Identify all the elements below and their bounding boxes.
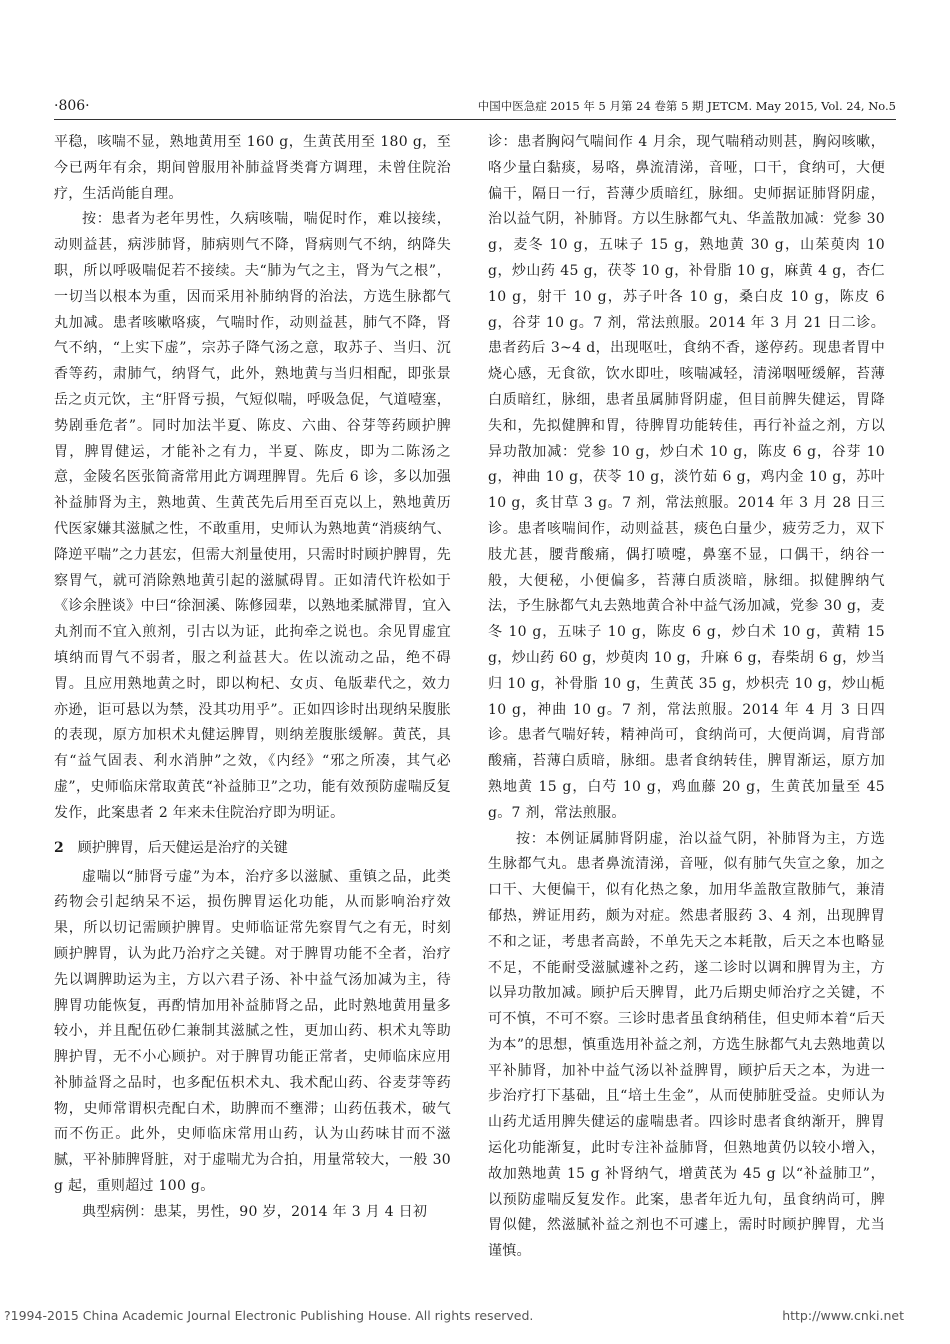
page-number: ·806· xyxy=(54,98,90,114)
cnki-link[interactable]: http://www.cnki.net xyxy=(782,1308,904,1323)
paragraph: 典型病例：患某，男性，90 岁，2014 年 3 月 4 日初 xyxy=(82,1203,428,1220)
header-rule xyxy=(54,119,896,120)
copyright-notice: ?1994-2015 China Academic Journal Electronic Publishing House. All rights reserved. xyxy=(4,1308,534,1323)
section-heading xyxy=(54,836,451,860)
paragraph: 虚喘以“肺肾亏虚”为本，治疗多以滋腻、重镇之品，此类药物会引起纳呆不运，损伤脾胃运化功能，从而影响治疗效果，所以切记需顾护脾胃。史师临证常先察胃气之有无，时刻顾护脾胃，认为此乃治疗之关键。对于脾胃功能不全者，治疗先以调脾助运为主，方以六君子汤、补中益气汤加减为主，待脾胃功能恢复，再酌情加用补益肺肾之品，此时熟地黄用量多较小，并且配伍砂仁兼制其滋腻之性，更加山药、枳术丸等助脾护胃，无不小心顾护。对于脾胃功能正常者，史师临床应用补肺益肾之品时，也多配伍枳术丸、我术配山药、谷麦芽等药物，史师常谓枳壳配白术，助脾而不壅滞；山药伍莪术，破气而不伤正。此外，史师临床常用山药，认为山药味甘而不滋腻，平补肺脾肾脏，对于虚喘尤为合拍，用量常较大，一般 30 g 起，重则超过 100 g。 xyxy=(54,868,451,1195)
journal-citation: 中国中医急症 2015 年 5 月第 24 卷第 5 期 JETCM. May 2015, Vol. 24, No.5 xyxy=(477,99,896,113)
left-column xyxy=(54,130,451,1226)
page-header xyxy=(54,98,896,118)
paragraph: 诊：患者胸闷气喘间作 4 月余，现气喘稍动则甚，胸闷咳嗽，咯少量白黏痰，易咯，鼻流清涕，音哑，口干，食纳可，大便偏干，隔日一行，苔薄少质暗红，脉细。史师据证肺肾阴虚，治以益气阴，补肺肾。方以生脉都气丸、华盖散加减：党参 30 g，麦冬 10 g，五味子 15 g，熟地黄 30 g，山茱萸肉 10 g，炒山药 45 g，茯苓 10 g，补骨脂 10 g，麻黄 4 g，杏仁 10 g，射干 10 g，苏子叶各 10 g，桑白皮 10 g，陈皮 6 g，谷芽 10 g。7 剂，常法煎服。2014 年 3 月 21 日二诊。患者药后 3~4 d，出现呕吐，食纳不香，遂停药。现患者胃中烧心感，无食欲，饮水即吐，咳喘减轻，清涕咽哑缓解，苔薄白质暗红，脉细，患者虽属肺肾阴虚，但目前脾失健运，胃降失和，先拟健脾和胃，待脾胃功能转佳，再行补益之剂，方以异功散加减：党参 10 g，炒白术 10 g，陈皮 6 g，谷芽 10 g，神曲 10 g，茯苓 10 g，淡竹茹 6 g，鸡内金 10 g，苏叶 10 g，炙甘草 3 g。7 剂，常法煎服。2014 年 3 月 28 日三诊。患者咳喘间作，动则益甚，痰色白量少，疲劳乏力，双下肢尤甚，腰背酸痛，偶打喷嚏，鼻塞不显，口偶干，纳谷一般，大便秘，小便偏多，苔薄白质淡暗，脉细。拟健脾纳气法，予生脉都气丸去熟地黄合补中益气汤加减，党参 30 g，麦冬 10 g，五味子 10 g，陈皮 6 g，炒白术 10 g，黄精 15 g，炒山药 60 g，炒萸肉 10 g，升麻 6 g，春柴胡 6 g，炒当归 10 g，补骨脂 10 g，生黄芪 35 g，炒枳壳 10 g，炒山栀 10 g，神曲 10 g。7 剂，常法煎服。2014 年 4 月 3 日四诊。患者气喘好转，精神尚可，食纳尚可，大便尚调，肩背部酸痛，苔薄白质暗，脉细。患者食纳转佳，脾胃渐运，原方加熟地黄 15 g，白芍 10 g，鸡血藤 20 g，生黄芪加量至 45 g。7 剂，常法煎服。 xyxy=(488,134,885,821)
page-footer xyxy=(0,1308,950,1330)
paragraph: 按：本例证属肺肾阴虚，治以益气阴，补肺肾为主，方选生脉都气丸。患者鼻流清涕，音哑，似有肺气失宣之象，加之口干、大便偏干，似有化热之象，加用华盖散宣散肺气，兼清郁热，辨证用药，颇为对症。然患者服药 3、4 剂，出现脾胃不和之证，考患者高龄，不单先天之本耗散，后天之本也略显不足，不能耐受滋腻遽补之药，遂二诊时以调和脾胃为主，方以异功散加减。顾护后天脾胃，此乃后期史师治疗之关键，不可不慎，不可不察。三诊时患者虽食纳稍佳，但史师本着“后天为本”的思想，慎重选用补益之剂，方选生脉都气丸去熟地黄以平补肺肾，加补中益气汤以补益脾胃，顾护后天之本，为进一步治疗打下基础，且“培土生金”，从而使肺脏受益。史师认为山药尤适用脾失健运的虚喘患者。四诊时患者食纳渐开，脾胃运化功能渐复，此时专注补益肺肾，但熟地黄仍以较小增入，故加熟地黄 15 g 补肾纳气，增黄芪为 45 g 以“补益肺卫”，以预防虚喘反复发作。此案，患者年近九旬，虽食纳尚可，脾胃似健，然滋腻补益之剂也不可遽上，需时时顾护脾胃，尤当谨慎。 xyxy=(488,830,885,1260)
paragraph: 平稳，咳喘不显，熟地黄用至 160 g，生黄芪用至 180 g，至今已两年有余，期间曾服用补肺益肾类膏方调理，未曾住院治疗，生活尚能自理。 xyxy=(54,134,451,202)
right-column xyxy=(488,130,885,1265)
paragraph: 按：患者为老年男性，久病咳喘，喘促时作，难以接续，动则益甚，病涉肺肾，肺病则气不降，肾病则气不纳，纳降失职，所以呼吸喘促若不接续。夫“肺为气之主，肾为气之根”，一切当以根本为重，因而采用补肺纳肾的治法，方选生脉都气丸加减。患者咳嗽咯痰，气喘时作，动则益甚，肺气不降，肾气不纳，“上实下虚”，宗苏子降气汤之意，取苏子、当归、沉香等药，肃肺气，纳肾气，此外，熟地黄与当归相配，即张景岳之贞元饮，主“肝肾亏损，气短似喘，呼吸急促，气道噎塞，势剧垂危者”。同时加法半夏、陈皮、六曲、谷芽等药顾护脾胃，脾胃健运，才能补之有力，半夏、陈皮，即为二陈汤之意，金陵名医张简斋常用此方调理脾胃。先后 6 诊，多以加强补益肺肾为主，熟地黄、生黄芪先后用至百克以上，熟地黄历代医家嫌其滋腻之性，不敢重用，史师认为熟地黄“消痰纳气、降逆平喘”之力甚宏，但需大剂量使用，只需时时顾护脾胃，先察胃气，就可消除熟地黄引起的滋腻碍胃。正如清代许松如于《诊余脞谈》中曰“徐洄溪、陈修园辈，以熟地柔腻滞胃，宜入丸剂而不宜入煎剂，引古以为证，此拘牵之说也。余见胃虚宜填纳而胃气不弱者，服之利益甚大。佐以流动之品，绝不碍胃。且应用熟地黄之时，即以枸杞、女贞、龟版辈代之，效力亦逊，讵可悬以为禁，没其功用乎”。正如四诊时出现纳呆腹胀的表现，原方加枳术丸健运脾胃，则纳差腹胀缓解。黄芪，具有“益气固表、利水消肿”之效，《内经》“邪之所凑，其气必虚”，史师临床常取黄芪“补益肺卫”之功，能有效预防虚喘反复发作，此案患者 2 年来未住院治疗即为明证。 xyxy=(54,211,451,821)
section-number: 2 xyxy=(54,839,64,856)
section-title: 顾护脾胃，后天健运是治疗的关键 xyxy=(77,839,288,856)
